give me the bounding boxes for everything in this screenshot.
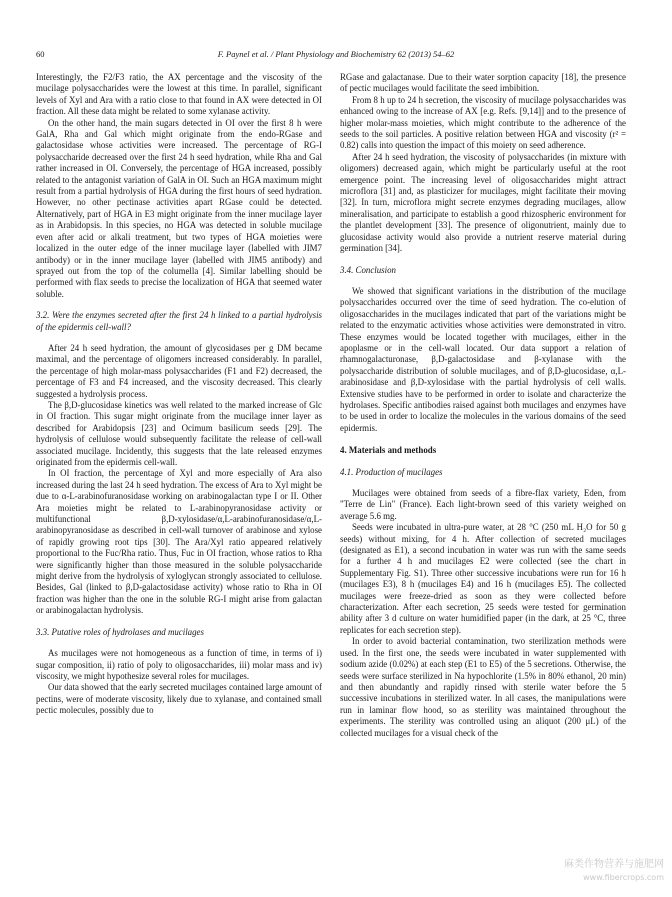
paragraph: We showed that significant variations in the distribution of the mucilage polysaccharides occurred over the time of seed hydration. The co-elution of oligosaccharides in the mucilages indicated that part of the variations might be related to the enzymatic activities whose activities were demonstrated in vitro. These enzymes would be located together with mucilages, either in the apoplasme or in the cell-wall located. Our data support a relation of rhamnogalacturonase, β,D-galactosidase and β-xylanase with the polysaccharide distribution of soluble mucilages, and of β,D-glucosidase, α,L-arabinosidase and β,D-xylosidase with the partial hydrolysis of cell walls. Extensive studies have to be performed in order to isolate and characterize the hydrolases. Specific antibodies raised against both mucilages and enzymes have to be used in order to localize the molecules in the various domains of the seed epidermis. bbox=[340, 285, 626, 433]
paragraph: Mucilages were obtained from seeds of a fibre-flax variety, Eden, from "Terre de Lin" (France). Each light-brown seed of this variety weighed on average 5.6 mg. bbox=[340, 488, 626, 521]
paragraph: On the other hand, the main sugars detected in OI over the first 8 h were GalA, Rha and Gal which might originate from the endo-RGase and galactosidase whose activities were increased. The percentage of RG-I polysaccharide decreased over the first 24 h seed hydration, while Rha and Gal rather increased in OI. Conversely, the percentage of HGA increased, possibly related to the antagonist variation of GalA in OI. Such an HGA maximum might result from a partial hydrolysis of HGA during the first hours of seed hydration. However, no other pectinase activities apart RGase could be detected. Alternatively, part of HGA in E3 might originate from the inner mucilage layer as in Arabidopsis. In this species, no HGA was detected in soluble mucilage even after acid or alkali treatment, but two types of HGA moieties were localized in the outer edge of the inner mucilage layer (labelled with JIM7 antibody) or in the inner mucilage layer (labelled with JIM5 antibody) and sprayed out from the top of the columella [4]. Similar labelling should be performed with flax seeds to precise the localization of HGA that seemed water soluble. bbox=[36, 117, 322, 299]
paragraph: Interestingly, the F2/F3 ratio, the AX percentage and the viscosity of the mucilage polysaccharides were the lowest at this time. In parallel, significant levels of Xyl and Ara with a ratio close to that found in AX were detected in OI fraction. All these data might be related to some xylanase activity. bbox=[36, 72, 322, 117]
paragraph: After 24 h seed hydration, the viscosity of polysaccharides (in mixture with oligomers) decreased again, which might be particularly useful at the root emergence point. The increasing level of oligosaccharides might attract microflora [31] and, as plasticizer for mucilages, might facilitate their moving [32]. In turn, microflora might secrete enzymes degrading mucilages, allow mineralisation, and participate to establish a good rhizospheric environment for the plantlet development [33]. The presence of oligonutrient, mainly due to glucosidase activity would also provide a nutrient reserve material during germination [34]. bbox=[340, 151, 626, 254]
paragraph: From 8 h up to 24 h secretion, the viscosity of mucilage polysaccharides was enhanced owing to the increase of AX [e.g. Refs. [9,14]] and to the presence of higher molar-mass moieties, which might contribute to the adherence of the seeds to the soil particles. A positive relation between HGA and viscosity (r² = 0.82) calls into question the impact of this moiety on seed adherence. bbox=[340, 94, 626, 151]
paragraph: RGase and galactanase. Due to their water sorption capacity [18], the presence of pectic mucilages would facilitate the seed imbibition. bbox=[340, 72, 626, 94]
section-heading-4-1: 4.1. Production of mucilages bbox=[340, 466, 443, 477]
right-column bbox=[340, 72, 626, 739]
section-heading-3-2: 3.2. Were the enzymes secreted after the first 24 h linked to a partial hydrolysis of the epidermis cell-wall? bbox=[36, 310, 322, 332]
paragraph: As mucilages were not homogeneous as a function of time, in terms of i) sugar composition, ii) ratio of poly to oligosaccharides, iii) molar mass and iv) viscosity, we might hypothesize several roles for mucilages. bbox=[36, 648, 322, 681]
left-column bbox=[36, 72, 322, 717]
watermark-url: www.fibercrops.com bbox=[583, 873, 664, 882]
section-heading-3-4: 3.4. Conclusion bbox=[340, 264, 396, 275]
running-head: F. Paynel et al. / Plant Physiology and Biochemistry 62 (2013) 54–62 bbox=[217, 49, 455, 59]
paragraph: The β,D-glucosidase kinetics was well related to the marked increase of Glc in OI fraction. This sugar might originate from the mucilage inner layer as described for Arabidopsis [23] and Ocimum basilicum seeds [29]. The hydrolysis of cellulose would subsequently facilitate the release of cell-wall associated mucilage. Incidently, this suggests that the late released enzymes originated from the epidermis cell-wall. bbox=[36, 399, 322, 467]
paragraph: Our data showed that the early secreted mucilages contained large amount of pectins, were of moderate viscosity, likely due to xylanase, and contained small pectic molecules, possibly due to bbox=[36, 682, 322, 716]
page-number: 60 bbox=[36, 49, 45, 59]
paragraph: After 24 h seed hydration, the amount of glycosidases per g DM became maximal, and the percentage of oligomers increased considerably. In parallel, the percentage of high molar-mass polysaccharides (F1 and F2) decreased, the percentage of F3 and F4 increased, and the viscosity decreased. This clearly suggested a hydrolysis process. bbox=[36, 342, 322, 399]
watermark-title: 麻类作物营养与施肥网 bbox=[564, 859, 664, 870]
section-heading-3-3: 3.3. Putative roles of hydrolases and mucilages bbox=[36, 626, 204, 637]
section-heading-4: 4. Materials and methods bbox=[340, 445, 437, 456]
paragraph: In OI fraction, the percentage of Xyl and more especially of Ara also increased during the last 24 h seed hydration. The excess of Ara to Xyl might be due to α-L-arabinofuranosidase working on arabinogalactan type I or II. Other Ara moieties might be related to L-arabinopyranosidase activity or multifunctional β,D-xylosidase/α,L-arabinofuranosidase/α,L-arabinopyranosidase as described in cell-wall turnover of arabinose and xylose of rapidly growing root tips [30]. The Ara/Xyl ratio appeared relatively proportional to the Fuc/Rha ratio. Thus, Fuc in OI fraction, whose ratios to Rha were significantly higher than those measured in the soluble polysaccharide might derive from the hydrolysis of xyloglycan strongly associated to cellulose. Besides, Gal (linked to β,D-galactosidase activity) whose ratio to Rha in OI fraction was higher than the one in the soluble RG-I might arise from galactan or arabinogalactan hydrolysis. bbox=[36, 468, 322, 616]
paragraph: Seeds were incubated in ultra-pure water, at 28 °C (250 mL H₂O for 50 g seeds) without mixing, for 4 h. After collection of secreted mucilages (designated as E1), a second incubation in water was run with the same seeds for a further 4 h and mucilages E2 were collected (see the chart in Supplementary Fig. S1). Three other successive incubations were run for 16 h (mucilages E3), 8 h (mucilages E4) and 16 h (mucilages E5). The collected mucilages were freeze-dried as soon as they were collected before characterization. After each secretion, 25 seeds were tested for germination ability after 3 d culture on water humidified paper (in the dark, at 25 °C, three replicates for each secretion step). bbox=[340, 522, 626, 635]
paragraph: In order to avoid bacterial contamination, two sterilization methods were used. In the first one, the seeds were incubated in water supplemented with sodium azide (0.02%) at each step (E1 to E5) of the 5 secretions. Otherwise, the seeds were surface sterilized in Na hypochlorite (1.5% in 80% ethanol, 20 min) and then abundantly and rapidly rinsed with sterile water before the 5 successive incubations in sterilized water. In all cases, the manipulations were run in laminar flow hood, so as sterility was maintained throughout the experiments. The sterility was controlled using an aliquot (200 μL) of the collected mucilages for a visual check of the bbox=[340, 636, 626, 738]
watermark bbox=[564, 858, 664, 884]
